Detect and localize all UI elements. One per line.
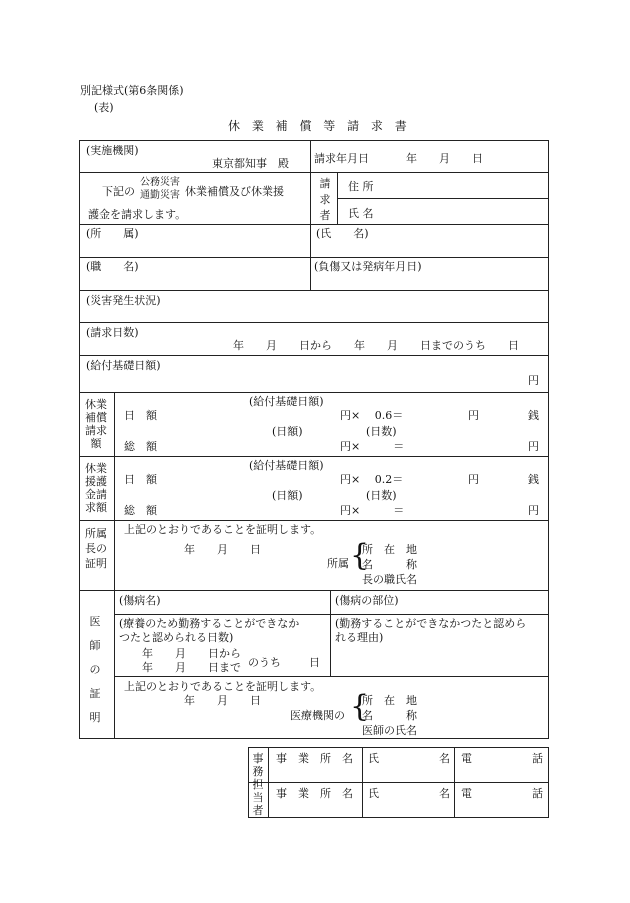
office-side-label: 事務担当者 bbox=[252, 752, 264, 817]
aid-days-count-label: (日数) bbox=[366, 489, 397, 502]
treatment-days: 日 bbox=[309, 656, 320, 669]
medical-org-label: 医療機関の bbox=[290, 709, 345, 722]
medical-name: 名 称 bbox=[362, 709, 417, 722]
comp-total-calc: 円× ＝ bbox=[340, 440, 405, 453]
aid-total-label: 総 額 bbox=[124, 504, 157, 517]
treatment-label-1: (療養のため勤務することができなか bbox=[119, 617, 300, 630]
dept-brace-icon: { bbox=[350, 538, 370, 573]
aid-daily-calc: 円× 0.2＝ bbox=[340, 473, 404, 486]
treatment-within: のうち bbox=[248, 656, 281, 669]
doctor-cert-statement: 上記のとおりであることを証明します。 bbox=[124, 680, 322, 693]
aid-base-label: (給付基礎日額) bbox=[249, 459, 324, 472]
lead-text-line2: 護金を請求します。 bbox=[88, 208, 187, 221]
claimant-label: 請求者 bbox=[319, 177, 331, 222]
comp-daily-label: 日 額 bbox=[124, 409, 157, 422]
reason-label-2: れる理由) bbox=[335, 631, 384, 644]
treatment-from-date: 年 月 日から bbox=[142, 647, 241, 660]
affiliation-label: (所 属) bbox=[86, 227, 139, 240]
aid-daily-label: 日 額 bbox=[124, 473, 157, 486]
dept-cert-date: 年 月 日 bbox=[184, 543, 261, 556]
agency-label: (実施機関) bbox=[86, 144, 139, 157]
office-person-label-1-right: 名 bbox=[439, 752, 450, 765]
base-amount-yen: 円 bbox=[528, 374, 539, 387]
comp-daily-calc: 円× 0.6＝ bbox=[340, 409, 404, 422]
accident-label: (災害発生状況) bbox=[86, 294, 161, 307]
dept-cert-side-label: 所属長の証明 bbox=[85, 527, 107, 570]
comp-base-label: (給付基礎日額) bbox=[249, 395, 324, 408]
lead-text-continued: 休業補償及び休業援 bbox=[185, 185, 284, 198]
medical-location: 所 在 地 bbox=[362, 694, 417, 707]
office-person-label-1-left: 氏 bbox=[368, 752, 379, 765]
aid-total-calc: 円× ＝ bbox=[340, 504, 405, 517]
name-label: 氏 名 bbox=[348, 207, 374, 220]
aid-total-yen: 円 bbox=[528, 504, 539, 517]
office-person-label-2-left: 氏 bbox=[368, 787, 379, 800]
doctor-cert-date: 年 月 日 bbox=[184, 694, 261, 707]
aid-side-label: 休業援護金請求額 bbox=[85, 462, 107, 514]
office-phone-label-1-right: 話 bbox=[532, 752, 543, 765]
treatment-label-2: つたと認められる日数) bbox=[119, 631, 234, 644]
address-label: 住 所 bbox=[348, 180, 374, 193]
base-amount-label: (給付基礎日額) bbox=[86, 359, 161, 372]
lead-text: 下記の bbox=[102, 185, 135, 198]
request-date-label: 請求年月日 bbox=[314, 152, 369, 165]
comp-total-label: 総 額 bbox=[124, 440, 157, 453]
office-name-label-1: 事 業 所 名 bbox=[276, 752, 353, 765]
office-name-label-2: 事 業 所 名 bbox=[276, 787, 353, 800]
reason-label-1: (勤務することができなかつたと認めら bbox=[335, 617, 527, 630]
doctor-brace-icon: { bbox=[350, 689, 370, 724]
aid-daily-sen: 銭 bbox=[528, 473, 539, 486]
office-phone-label-2-right: 話 bbox=[532, 787, 543, 800]
agency-value: 東京都知事 殿 bbox=[212, 157, 289, 170]
compensation-side-label: 休業補償請求額 bbox=[85, 398, 107, 450]
claim-days-value: 年 月 日から 年 月 日までのうち 日 bbox=[233, 339, 519, 352]
request-date-field[interactable]: 年 月 日 bbox=[406, 152, 483, 165]
dept-head-name: 長の職氏名 bbox=[362, 573, 417, 586]
comp-daily-yen: 円 bbox=[468, 409, 479, 422]
aid-daily-yen: 円 bbox=[468, 473, 479, 486]
doctor-name: 医師の氏名 bbox=[362, 724, 417, 737]
disease-label: (傷病名) bbox=[119, 594, 161, 607]
annex-label: 別記様式(第6条関係) bbox=[80, 84, 184, 97]
side-label: (表) bbox=[94, 101, 114, 114]
doctor-cert-side-label: 医師の証明 bbox=[89, 615, 101, 724]
dept-org-label: 所属 bbox=[327, 557, 349, 570]
person-name-label: (氏 名) bbox=[316, 227, 369, 240]
position-label: (職 名) bbox=[86, 260, 139, 273]
disaster-type-commute: 通勤災害 bbox=[140, 190, 180, 201]
office-phone-label-2-left: 電 bbox=[461, 787, 472, 800]
claim-days-label: (請求日数) bbox=[86, 326, 139, 339]
dept-name: 名 称 bbox=[362, 558, 417, 571]
comp-daily-sen: 銭 bbox=[528, 409, 539, 422]
office-person-label-2-right: 名 bbox=[439, 787, 450, 800]
comp-total-yen: 円 bbox=[528, 440, 539, 453]
dept-cert-statement: 上記のとおりであることを証明します。 bbox=[124, 523, 322, 536]
injury-site-label: (傷病の部位) bbox=[335, 594, 399, 607]
treatment-to-date: 年 月 日まで bbox=[142, 661, 241, 674]
office-phone-label-1-left: 電 bbox=[461, 752, 472, 765]
comp-days-label: (日額) bbox=[272, 425, 303, 438]
aid-days-label: (日額) bbox=[272, 489, 303, 502]
disaster-type-public: 公務災害 bbox=[140, 177, 180, 188]
form-title: 休 業 補 償 等 請 求 書 bbox=[228, 119, 411, 133]
dept-location: 所 在 地 bbox=[362, 543, 417, 556]
injury-date-label: (負傷又は発病年月日) bbox=[314, 260, 422, 273]
comp-days-count-label: (日数) bbox=[366, 425, 397, 438]
